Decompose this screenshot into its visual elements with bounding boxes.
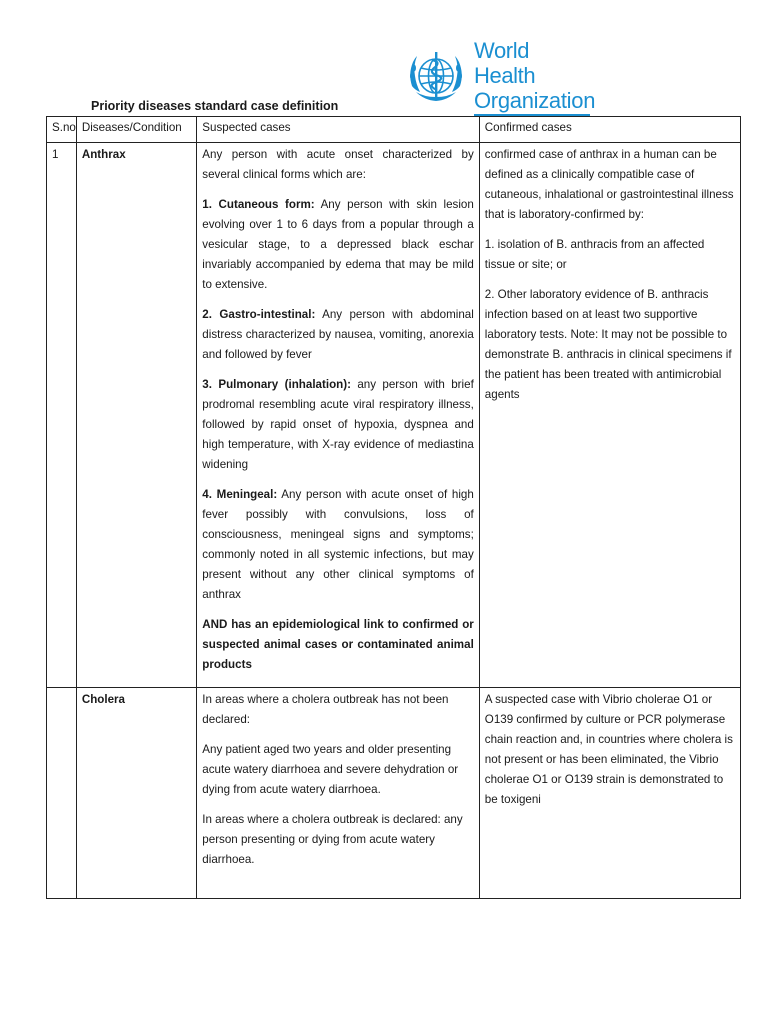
- suspected-closing: AND has an epidemiological link to confirmed or suspected animal cases or contaminated animal products: [202, 618, 474, 671]
- form-label: 2. Gastro-intestinal:: [202, 308, 316, 321]
- cell-sno: 1: [47, 143, 77, 688]
- confirmed-paragraph: A suspected case with Vibrio cholerae O1 or O139 confirmed by culture or PCR polymerase chain reaction and, in countries where cholera is not present or has been eliminated, the Vibrio cholerae O1 or O139 strain is demonstrated to be toxigeni: [484, 693, 733, 806]
- who-emblem-icon: [404, 46, 468, 108]
- column-header-confirmed: Confirmed cases: [479, 117, 740, 143]
- form-label: 3. Pulmonary (inhalation):: [202, 378, 351, 391]
- form-text: Any person with abdominal distress characterized by nausea, vomiting, anorexia and followed by fever: [202, 308, 474, 361]
- form-text: Any person with skin lesion evolving over 1 to 6 days from a popular through a vesicular stage, to a depressed black eschar invariably accompanied by edema that may be mild to extensive.: [202, 198, 474, 291]
- suspected-form-cutaneous: [202, 195, 474, 295]
- org-name-line1: World Health: [474, 38, 536, 88]
- cell-disease: Cholera: [76, 688, 196, 899]
- table-row-anthrax: [47, 143, 741, 688]
- cell-suspected: [197, 688, 480, 899]
- logo-wordmark: [474, 38, 595, 116]
- form-label: 1. Cutaneous form:: [202, 198, 315, 211]
- suspected-form-gastro: [202, 305, 474, 365]
- document-title: Priority diseases standard case definition: [91, 99, 339, 113]
- case-definition-table: [46, 116, 741, 899]
- suspected-paragraph: In areas where a cholera outbreak has not been declared:: [202, 693, 449, 726]
- suspected-form-meningeal: [202, 485, 474, 605]
- org-name-line2: Organization: [474, 88, 596, 113]
- confirmed-paragraph: 1. isolation of B. anthracis from an affected tissue or site; or: [484, 238, 705, 271]
- suspected-paragraph: Any patient aged two years and older presenting acute watery diarrhoea and severe dehydration or dying from acute watery diarrhoea.: [202, 743, 459, 796]
- who-logo: [404, 38, 596, 113]
- form-text: any person with brief prodromal resembling acute viral respiratory illness, followed by rapid onset of hypoxia, dyspnea and high temperature, with X-ray evidence of mediastina widening: [202, 378, 474, 471]
- suspected-form-pulmonary: [202, 375, 474, 475]
- column-header-suspected: Suspected cases: [197, 117, 480, 143]
- column-header-sno: S.no: [47, 117, 77, 143]
- table-header-row: [47, 117, 741, 143]
- suspected-paragraph: In areas where a cholera outbreak is declared: any person presenting or dying from acute watery diarrhoea.: [202, 813, 463, 866]
- cell-confirmed: [479, 688, 740, 899]
- table-row-cholera: [47, 688, 741, 899]
- cell-sno: [47, 688, 77, 899]
- confirmed-paragraph: 2. Other laboratory evidence of B. anthracis infection based on at least two supportive laboratory tests. Note: It may not be possible to demonstrate B. anthracis in clinical specimens if the patient has been treated with antimicrobial agents: [484, 288, 732, 401]
- cell-suspected: [197, 143, 480, 688]
- form-label: 4. Meningeal:: [202, 488, 278, 501]
- suspected-intro: Any person with acute onset characterized by several clinical forms which are:: [202, 148, 474, 181]
- confirmed-paragraph: confirmed case of anthrax in a human can be defined as a clinically compatible case of cutaneous, inhalational or gastrointestinal illness that is laboratory-confirmed by:: [484, 148, 734, 221]
- form-text: Any person with acute onset of high fever possibly with convulsions, loss of consciousness, meningeal signs and symptoms; commonly noted in all systemic infections, but may present without any other clinical symptoms of anthrax: [202, 488, 474, 601]
- cell-confirmed: [479, 143, 740, 688]
- column-header-disease: Diseases/Condition: [76, 117, 196, 143]
- cell-disease: Anthrax: [76, 143, 196, 688]
